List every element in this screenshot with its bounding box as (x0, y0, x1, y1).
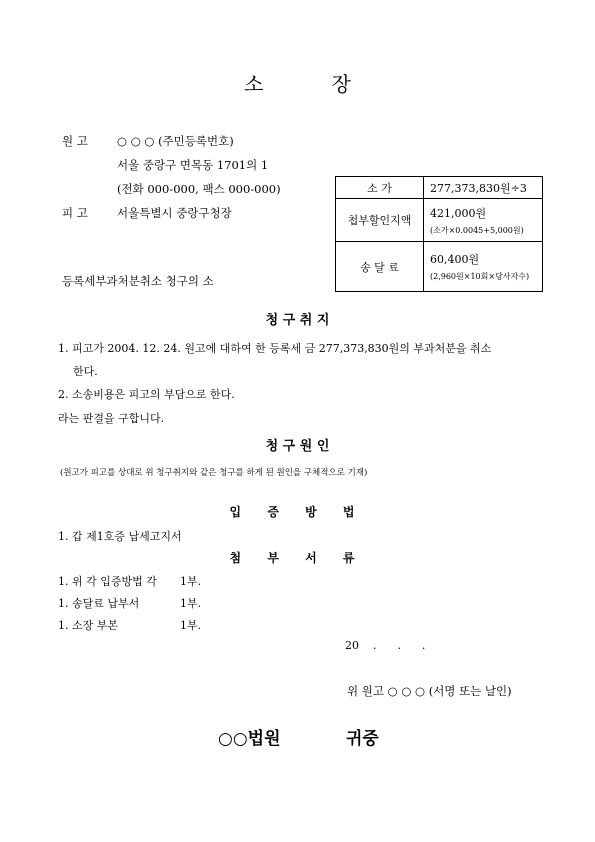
fee-row-service (336, 242, 543, 292)
claim-item-2: 2. 소송비용은 피고의 부담으로 한다. (58, 388, 235, 401)
fee-label: 첩부할인지액 (336, 199, 424, 242)
fee-label: 소 가 (336, 177, 424, 199)
title-char-2: 장 (331, 72, 351, 96)
attachment-item-qty: 1부. (180, 575, 202, 588)
attachment-item-name: 1. 위 각 입증방법 각 (58, 575, 157, 588)
evidence-item: 1. 갑 제1호증 납세고지서 (58, 530, 182, 543)
court-name: ○○법원 (218, 729, 281, 749)
fee-row-claim-value (336, 177, 543, 199)
defendant-name: 서울특별시 중랑구청장 (117, 206, 232, 220)
fee-value: 421,000원 (430, 206, 487, 220)
date-line: 20 . . . (345, 639, 426, 652)
fee-label: 송 달 료 (336, 242, 424, 292)
plaintiff-address: 서울 중랑구 면목동 1701의 1 (117, 158, 269, 172)
fee-table (335, 176, 543, 292)
claim-purpose-heading: 청 구 취 지 (265, 313, 330, 328)
attachment-item-qty: 1부. (180, 619, 202, 632)
fee-note: (소가×0.0045+5,000원) (430, 225, 524, 235)
court-suffix: 귀중 (346, 729, 379, 749)
fee-value: 277,373,830원÷3 (424, 177, 543, 199)
claim-closing: 라는 판결을 구합니다. (58, 412, 165, 425)
case-title: 등록세부과처분취소 청구의 소 (62, 274, 214, 288)
evidence-heading: 입 증 방 법 (229, 505, 366, 519)
claim-cause-note: (원고가 피고를 상대로 위 청구취지와 같은 청구를 하게 된 원인을 구체적으로 기재) (60, 468, 368, 478)
attachment-item-qty: 1부. (180, 597, 202, 610)
document-title (0, 68, 595, 97)
claim-item-1: 1. 피고가 2004. 12. 24. 원고에 대하여 한 등록세 금 277,373,830원의 부과처분을 취소 (58, 342, 492, 355)
fee-note: (2,960원×10회×당사자수) (430, 272, 530, 281)
title-char-1: 소 (244, 72, 264, 96)
attachments-heading: 첨 부 서 류 (229, 551, 366, 565)
plaintiff-name: ○ ○ ○ (주민등록번호) (117, 134, 234, 148)
claim-cause-heading: 청 구 원 인 (265, 439, 330, 454)
claim-item-1-cont: 한다. (73, 365, 98, 378)
plaintiff-contact: (전화 000-000, 팩스 000-000) (117, 182, 281, 196)
fee-value: 60,400원 (430, 253, 480, 266)
signature-line: 위 원고 ○ ○ ○ (서명 또는 날인) (347, 684, 512, 698)
attachment-item-name: 1. 송달료 납부서 (58, 597, 140, 610)
attachment-item-name: 1. 소장 부본 (58, 619, 118, 632)
fee-row-stamp (336, 199, 543, 242)
defendant-label: 피 고 (62, 206, 88, 220)
plaintiff-label: 원 고 (62, 134, 88, 148)
